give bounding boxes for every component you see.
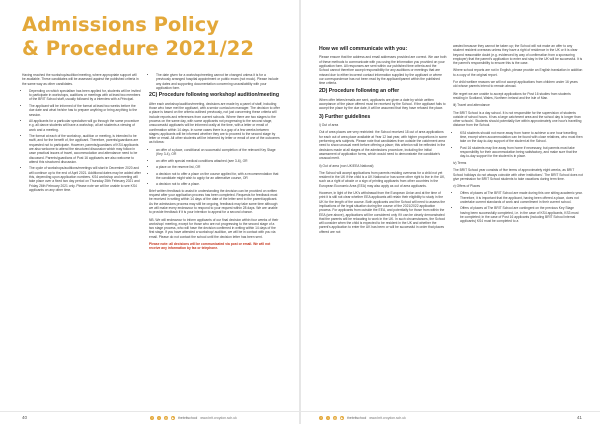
outcomes-list: [149, 148, 280, 187]
list-item: • Post 16 students may live away from home if necessary, but parents must take responsibility for their accommodation being satisfactory, and make sure that the day-to-day support for the student is in place.: [460, 146, 583, 159]
paragraph: Brief written feedback to assist in understanding the decision can be provided on written request after your application process has been completed. Requests for feedback must be received in writing within 14 days of the date of the letter sent to the parent/applicant. As the admissions process may still be ongoing, feedback may take some time although we will make every endeavour to respond to your request within 28 days. We are unable to provide feedback if it is your intention to appeal for a second chance.: [149, 188, 278, 215]
right-column-1: [319, 44, 447, 237]
list-item: • an offer with special medical conditions attached (see 3-6), OR: [156, 159, 280, 163]
instagram-icon[interactable]: ◎: [164, 416, 168, 420]
subsection-label: iii) Travel and attendance: [453, 103, 490, 108]
paragraph: Out of area places are very restricted: the School received 18 out of area applications for each out of area place available at Year 12 last year, with higher proportions in some performing arts subjects. Please note that candidates from outside the catchment area need to show unusual merit before offering a place; this criterion will be reflected in the decisions made at all stages of the admissions procedure, including the initial assessment of application forms, which would need to demonstrate the candidate's unusual merit.: [319, 130, 447, 161]
paragraph: The School will accept applications from parents residing overseas for a child not yet resident in the UK if the child is a UK National or has some other right to live in the UK, such as a right of abode or a sign of printing applicants from other countries in the European Economic Area (EEA) may also apply as out of area applicants.: [319, 170, 446, 188]
twitter-icon[interactable]: t: [327, 416, 329, 420]
list-item: • Offers of places at The BRIT School are contingent on the previous Key Stage having been successfully completed, i.e. in the case of KS4 applicants, KS3 must be completed; in the case of Post 16 applicants (including BRIT School internal applicants) KS4 must be completed to a: [460, 206, 583, 223]
title-line-1: Admissions Policy: [22, 13, 219, 36]
paragraph: When offer letters/emails are sent, applicants are given a date by which written acceptance of the place offered must be received by the School. If the applicant fails to accept the place by the due date, it will be assumed that they have refused the place.: [319, 97, 446, 111]
section-heading-2c: 2C) Procedure following workshop/ audition/meeting: [149, 92, 279, 99]
facebook-icon[interactable]: f: [151, 416, 153, 420]
subsection-label: v) Offers of Places: [453, 184, 481, 189]
page-right: [301, 0, 600, 424]
section-heading-communicate: How we will communicate with you:: [319, 46, 408, 52]
facebook-icon[interactable]: f: [320, 416, 322, 420]
youtube-icon[interactable]: ▶: [171, 416, 175, 420]
subsection-label: iv) Terms: [453, 160, 467, 165]
list-item: • The applicant will be informed of the format at least two weeks before the due date and what he/she has to prepare anything or bring anything to the session.: [29, 104, 141, 117]
paragraph: wasted because they cannot be taken up; the School will not make an offer to any student resident overseas unless they have a right of residence in the UK or it is clear beyond reasonable doubt (e.g. evidenced by way of confirmation from a sponsoring employer) that the parent's application to enter and stay in the UK will be successful. It is the parent's responsibility to ensure this is the case.: [453, 44, 583, 66]
list-item: • The cycle of workshops/auditions/meetings will start in December 2020 and will continue up to the end of April 2021. Additional dates may be added after this, depending upon application numbers. KS4 workshop and meeting will take place over a fixed two day period on Thursday 25th February 2021 and Friday 26th February 2021 only. Please note we will be unable to see KS4 applicants on any other time.: [29, 166, 141, 192]
list-item: • The format at each of the workshop, audition or meeting, is intended to be swift, and for the benefit of, the applicant. Therefore, parents/guardians are requested not to participate. However, parents/guardians of KS4 applicants are also welcome to attend the structured discussion which may follow in case practical issues of travel, accommodation and attendance need to be discussed. Parents/guardians of Post 16 applicants are also welcome to attend this structured discussion.: [29, 134, 141, 164]
social-handle: thebritschool: [347, 416, 367, 420]
list-item: • Depending on which specialism has been applied for, students will be invited to participate in workshops, auditions or meetings with at least two members of the BRIT School staff, usually followed by a interview with a Principal.: [29, 89, 141, 102]
paragraph: Please ensure that the address and email addresses provided are correct. We use both of these methods to communicate with you using the information you provided on your application form. All responses are sent within our published time criteria and the School cannot therefore accept responsibility for any auditions or meetings that are missed due to either incorrect contact information supplied by the applicant or where our correspondence has not been read by the applicant/parent within the published time criteria.: [319, 55, 447, 86]
footer-left: [0, 411, 299, 424]
list-item: • an offer of a place, conditional on successful completion of the relevant Key Stage (Key 3-4), OR: [156, 148, 280, 157]
subsection-label: i) Out of area: [319, 123, 339, 128]
list-item: • a decision not to offer a place on the course applied for, with a recommendation that the candidate might wish to apply for an alternative course, OR: [156, 172, 280, 181]
section-heading-3: 3) Further guidelines: [319, 113, 371, 120]
list-item: • KS4 students should not move away from home to achieve a one hour travelling time, except when accommodation can be found with close relatives, who must then take on the day-to-day support of the student at the School.: [460, 131, 583, 144]
paragraph: NB. We will endeavour to inform applicants of our final decision within four weeks of their workshop/ meeting, except for those who are not progressing to the second stage of a two stage process, who will have the decision confirmed in writing within 14 days of the first stage. If you have attended a workshop/ audition, we will be in contact with you via email. Please do not contact the school until the decision letter has been sent.: [149, 217, 279, 239]
list-item: • All applicants for a particular specialism will go through the same procedure e.g. all dance students will have a workshop, all art students a viewing of work and a meeting.: [29, 119, 141, 132]
twitter-icon[interactable]: t: [158, 416, 160, 420]
page-number: 41: [576, 415, 582, 420]
website-link[interactable]: www.brit.croydon.sch.uk: [200, 416, 237, 420]
list-item: • The date given for a workshop/meeting cannot be changed unless it is for a previously arranged hospital appointment or public exam (not mock). Please include any dates and supporting documentation concerning unavailability with your application form.: [156, 73, 280, 90]
page-left: [0, 0, 299, 424]
social-handle: thebritschool: [178, 416, 198, 420]
list-item: • Offers of places at The BRIT School are made during this one sitting academic year. Therefore, it is important that the applicant, having been offered a place, does not undertake current standards of work and commitment in their current school.: [460, 191, 583, 204]
offers-list: [453, 191, 583, 223]
section-heading-2d: 2D) Procedure following an offer: [319, 88, 400, 95]
list-item: • a decision not to offer a place.: [156, 182, 280, 186]
paragraph: We regret we are unable to accept applications for Post 16 studies from students residing in Scotland, Wales, Northern Ireland and the Isle of Man.: [453, 91, 571, 100]
paragraph: The BRIT School is a day school. It is not responsible for the supervision of students outside of school hours. It has a large catchment area and the school day is longer than other schools'. Students should potentially live within approximately one hour's travelling distance from the School.: [453, 110, 582, 128]
youtube-icon[interactable]: ▶: [340, 416, 344, 420]
paragraph: Where school reports are not in English, please provide an English translation in addition to a copy of the original report.: [453, 68, 583, 77]
date-list: [149, 73, 280, 90]
procedure-list: [22, 89, 141, 192]
important-note: Please note: all decisions will be communicated via post or email. We will not receive any information by fax or telephone.: [149, 242, 271, 251]
right-column-2: [453, 44, 583, 226]
social-bar: [150, 416, 237, 420]
left-column-1: [22, 73, 141, 194]
instagram-icon[interactable]: ◎: [333, 416, 337, 420]
paragraph: After each workshop/audition/meeting, decisions are made by a panel of staff, including those who have met the applicant, with a senior curriculum manager. The decision to offer a place is based on the criteria outlined previously, not just concerning these criteria will include reports and references from current schools. Where there are two stages to the process on the same day, with some applicants not progressing to the second stage, unsuccessful applicants will be informed orally at the time, with a letter or email of confirmation within 14 days. In some cases there is a gap of a few weeks between stages; applicants will be informed whether they are to proceed to the second stage by letter or email. All other students will be informed by letter or email of one of the outcomes as follows:: [149, 101, 280, 145]
page-title: [22, 13, 254, 61]
social-bar: [319, 416, 406, 420]
title-line-2: & Procedure 2021/22: [22, 37, 254, 60]
subsection-label: ii) Out of area (non UK/EEA National): [319, 163, 374, 168]
list-item: • a place on the reserve list, OR: [156, 165, 280, 169]
paragraph: However, in light of the UK's withdrawal from the European Union and at the time of print it is still not clear whether EEA applicants will retain their eligibility to study in the UK for the length of the course. Both applicants and the School will need to assess the implications of the legal situation during the course of the 2021/2022 application process. For applicants from outside the EEA, and potentially for those from within the EEA (see above), applications will be considered only if it can be clearly demonstrated that the parents will be relocating to work in the UK. In such circumstances, the School will consider when the child is expected to be resident in the UK and whether the parent's application to enter the UK has been or will be successful in order that places offered are not: [319, 191, 446, 234]
intro-paragraph: Having reached the workshop/audition/meeting, where appropriate support will be available. These candidates will be assessed against the published criteria in the same way as other candidates.: [22, 73, 139, 86]
left-column-2: [149, 73, 280, 254]
travel-list: [453, 131, 583, 159]
paragraph: For child welfare reasons we will not accept applications from children under 16 years old whose parents intend to remain abroad.: [453, 80, 578, 89]
website-link[interactable]: www.brit.croydon.sch.uk: [369, 416, 406, 420]
page-number: 40: [22, 415, 28, 420]
paragraph: The BRIT School year consists of five terms of approximately eight weeks, as BRIT School holidays do not always coincide with other institutions'. The BRIT School does not give permission for BRIT School students to take vacations during term time.: [453, 168, 583, 181]
footer-right: [301, 411, 600, 424]
